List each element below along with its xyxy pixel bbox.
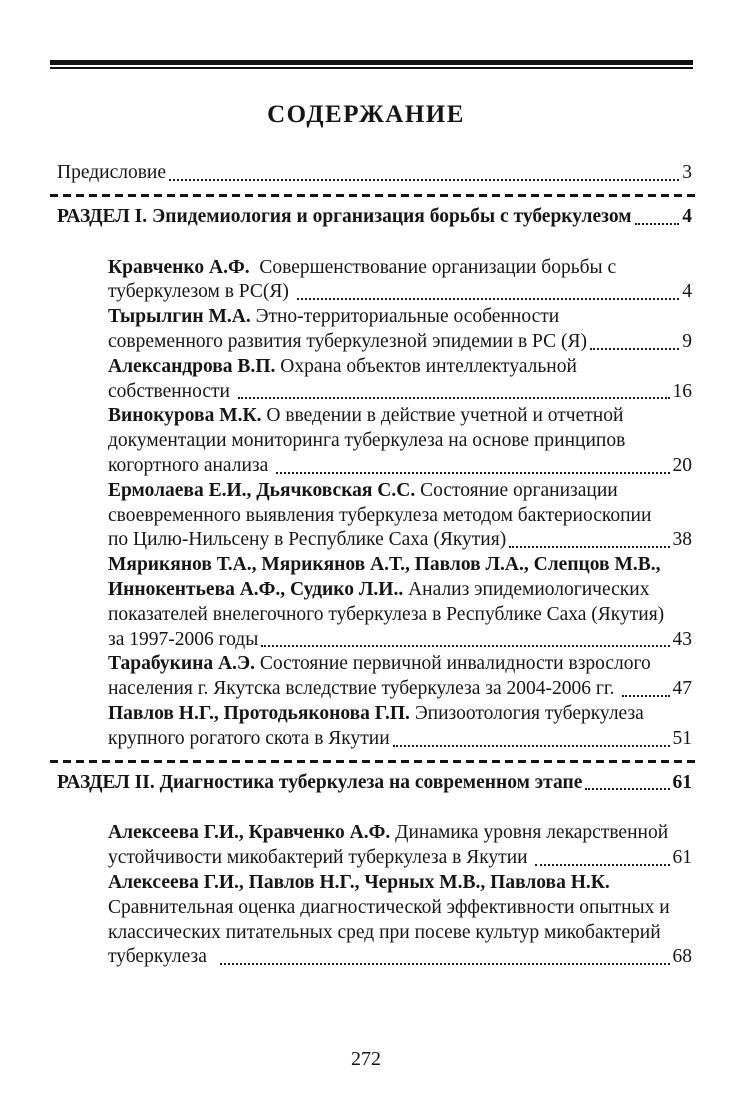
toc-author-text: РАЗДЕЛ I. Эпидемиология и организация борьбы с туберкулезом <box>57 205 632 227</box>
toc-entry <box>57 480 692 554</box>
toc-entry <box>57 872 692 971</box>
toc-line <box>57 405 692 430</box>
folio-page-number: 272 <box>351 1048 381 1070</box>
toc-author-text: Иннокентьева А.Ф., Судико Л.И.. <box>108 578 404 600</box>
toc-author-text: Ермолаева Е.И., Дьячковская С.С. <box>108 479 416 501</box>
dot-leader <box>297 298 679 300</box>
dot-leader <box>261 645 669 647</box>
toc-line <box>57 703 692 728</box>
toc-author-text: РАЗДЕЛ II. Диагностика туберкулеза на современном этапе <box>57 771 583 793</box>
toc-entry <box>57 822 692 872</box>
toc-title-text: когортного анализа <box>108 454 274 476</box>
toc-line <box>57 629 692 654</box>
toc-line <box>57 604 692 629</box>
toc-page-number: 43 <box>672 628 692 650</box>
toc-line <box>57 257 692 282</box>
toc-entry <box>57 703 692 753</box>
toc-title-text: туберкулеза <box>108 946 217 968</box>
toc-line <box>57 653 692 678</box>
toc-line <box>57 306 692 331</box>
page-title: СОДЕРЖАНИЕ <box>267 100 465 128</box>
toc-title-text: Предисловие <box>57 162 167 183</box>
dot-leader <box>535 864 669 866</box>
toc-entry <box>57 356 692 406</box>
toc-title-text: О введении в действие учетной и отчетной <box>261 405 624 427</box>
dot-leader <box>509 546 669 548</box>
dot-leader <box>238 397 670 399</box>
toc-page-number: 3 <box>682 162 692 183</box>
toc-author-text: Мярикянов Т.А., Мярикянов А.Т., Павлов Л.А., Слепцов М.В., <box>108 554 661 576</box>
toc-page-number: 61 <box>672 771 692 793</box>
dot-leader <box>590 348 679 350</box>
toc-line <box>57 946 692 971</box>
toc-entry <box>57 306 692 356</box>
toc-line <box>57 480 692 505</box>
toc-page-number: 4 <box>682 205 692 227</box>
toc-title-text: классических питательных сред при посеве культур микобактерий <box>108 921 661 943</box>
toc-line <box>57 872 692 897</box>
toc-page-number: 4 <box>682 281 692 303</box>
toc-line <box>57 678 692 703</box>
toc-section-heading <box>57 206 692 231</box>
toc-line <box>57 897 692 922</box>
dot-leader <box>622 695 669 697</box>
toc-title-text: по Цилю-Нильсену в Республике Саха (Якутия) <box>108 529 507 551</box>
dot-leader <box>276 472 669 474</box>
toc-author-text: Алексеева Г.И., Кравченко А.Ф. <box>108 822 391 844</box>
toc-page-number: 38 <box>672 529 692 551</box>
toc-entries <box>57 257 692 753</box>
toc-title-text: туберкулезом в РС(Я) <box>108 281 294 303</box>
toc-page-number: 47 <box>672 678 692 700</box>
toc-line <box>57 554 692 579</box>
toc-title-text: Сравнительная оценка диагностической эффективности опытных и <box>108 896 670 918</box>
toc-line <box>57 331 692 356</box>
toc-line <box>57 579 692 604</box>
toc-page-number: 9 <box>682 330 692 352</box>
toc-line <box>57 505 692 530</box>
toc-line <box>57 281 692 306</box>
toc-line <box>57 922 692 947</box>
dashed-separator <box>50 760 696 763</box>
toc-entry <box>57 257 692 307</box>
dot-leader <box>220 963 670 965</box>
toc-title-text: Анализ эпидемиологических <box>403 578 650 600</box>
toc-line <box>57 847 692 872</box>
toc-title-text: населения г. Якутска вследствие туберкулеза за 2004-2006 гг. <box>108 678 620 700</box>
dot-leader <box>169 179 679 181</box>
toc-line <box>57 356 692 381</box>
toc-title-text: собственности <box>108 380 235 402</box>
toc-section-heading <box>57 772 692 797</box>
toc-preface-row <box>57 162 692 187</box>
toc-entry <box>57 554 692 653</box>
dot-leader <box>585 788 669 790</box>
toc-author-text: Алексеева Г.И., Павлов Н.Г., Черных М.В., Павлова Н.К. <box>108 871 610 893</box>
toc-title-text: своевременного выявления туберкулеза методом бактериоскопии <box>108 504 652 526</box>
toc-line <box>57 430 692 455</box>
toc-author-text: Кравченко А.Ф. <box>108 256 250 278</box>
dot-leader <box>635 223 680 225</box>
toc-title-text: Совершенствование организации борьбы с <box>249 256 617 278</box>
toc-line <box>57 822 692 847</box>
toc-author-text: Тарабукина А.Э. <box>108 653 256 675</box>
toc-title-text: Этно-территориальные особенности <box>250 306 560 328</box>
toc-title-text: Состояние первичной инвалидности взрослого <box>255 653 651 675</box>
toc-line <box>57 728 692 753</box>
toc-entries <box>57 822 692 971</box>
toc-title-text: Охрана объектов интеллектуальной <box>275 355 577 377</box>
toc-title-text: современного развития туберкулезной эпидемии в РС (Я) <box>108 330 588 352</box>
toc-page-number: 61 <box>672 847 692 869</box>
toc-title-text: за 1997-2006 годы <box>108 628 259 650</box>
dot-leader <box>393 745 670 747</box>
toc-title-text: документации мониторинга туберкулеза на основе принципов <box>108 430 626 452</box>
toc-page-number: 51 <box>672 727 692 749</box>
toc <box>57 162 692 971</box>
dashed-separator <box>50 194 696 197</box>
toc-title-text: Эпизоотология туберкулеза <box>409 702 644 724</box>
toc-title-text: показателей внелегочного туберкулеза в Республике Саха (Якутия) <box>108 603 665 625</box>
toc-title-text: крупного рогатого скота в Якутии <box>108 727 390 749</box>
toc-entry <box>57 653 692 703</box>
toc-line <box>57 529 692 554</box>
toc-line <box>57 455 692 480</box>
top-double-rule <box>50 60 693 69</box>
toc-title-text: Динамика уровня лекарственной <box>390 822 669 844</box>
toc-author-text: Винокурова М.К. <box>108 405 262 427</box>
toc-title-text: устойчивости микобактерий туберкулеза в Якутии <box>108 847 533 869</box>
toc-author-text: Тырылгин М.А. <box>108 306 251 328</box>
toc-page-number: 68 <box>672 946 692 968</box>
toc-author-text: Павлов Н.Г., Протодьяконова Г.П. <box>108 702 410 724</box>
toc-title-text: Состояние организации <box>415 479 618 501</box>
toc-entry <box>57 405 692 479</box>
toc-line <box>57 381 692 406</box>
toc-page-number: 20 <box>672 454 692 476</box>
toc-page-number: 16 <box>672 380 692 402</box>
toc-author-text: Александрова В.П. <box>108 355 276 377</box>
